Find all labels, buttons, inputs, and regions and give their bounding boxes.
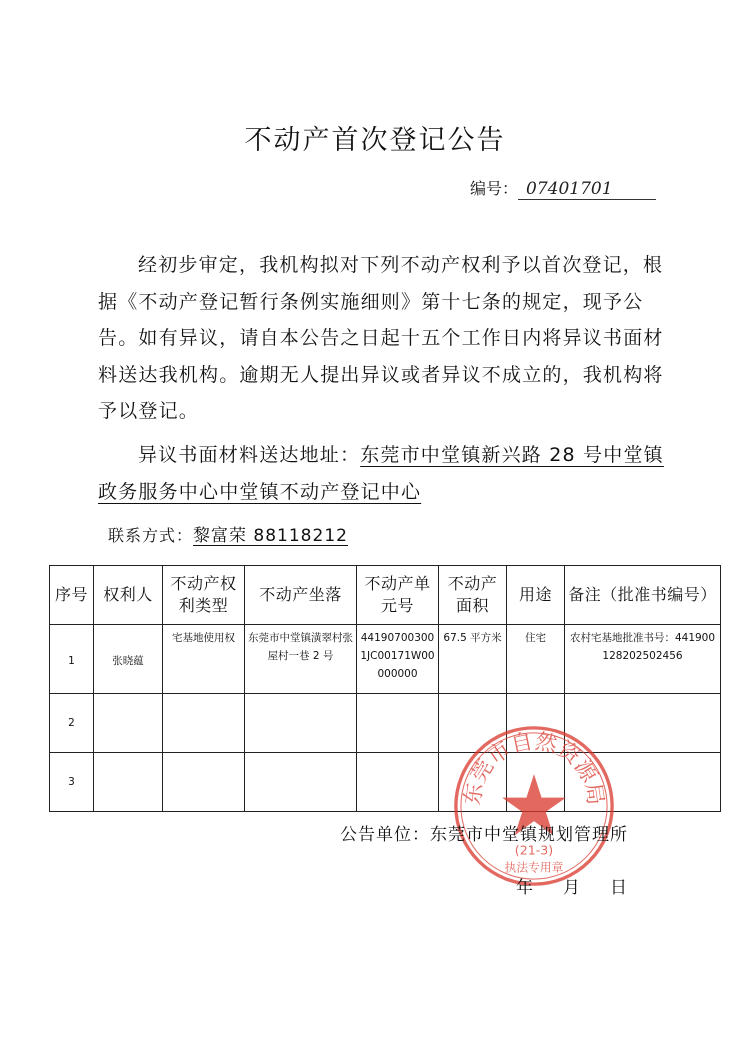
cell-area: 67.5 平方米 bbox=[439, 625, 507, 694]
table-header-row bbox=[50, 566, 721, 625]
cell-location: 东莞市中堂镇潢翠村张屋村一巷 2 号 bbox=[245, 625, 357, 694]
cell-right-type bbox=[163, 753, 245, 812]
col-header-use: 用途 bbox=[507, 566, 565, 625]
date-year: 年 bbox=[516, 878, 533, 898]
seal-arc-path-text: 东莞市自然资源局 bbox=[460, 729, 608, 807]
table-row bbox=[50, 625, 721, 694]
cell-index: 2 bbox=[50, 694, 94, 753]
address-label: 异议书面材料送达地址： bbox=[138, 444, 361, 466]
serial-label: 编号： bbox=[470, 179, 519, 198]
date-month: 月 bbox=[563, 878, 580, 898]
issuing-unit-label: 公告单位： bbox=[340, 825, 430, 845]
col-header-location: 不动产坐落 bbox=[245, 566, 357, 625]
address-value: 东莞市中堂镇新兴路 28 号中堂镇政务服务中心中堂镇不动产登记中心 bbox=[98, 444, 664, 503]
cell-holder bbox=[94, 694, 163, 753]
date-line bbox=[516, 873, 657, 898]
page-title: 不动产首次登记公告 bbox=[244, 125, 506, 156]
cell-index: 3 bbox=[50, 753, 94, 812]
cell-right-type bbox=[163, 694, 245, 753]
issuing-unit bbox=[340, 820, 628, 845]
official-seal bbox=[450, 722, 618, 890]
contact-label: 联系方式： bbox=[108, 526, 194, 545]
cell-location bbox=[245, 753, 357, 812]
table-row bbox=[50, 694, 721, 753]
intro-paragraph: 经初步审定，我机构拟对下列不动产权利予以首次登记，根据《不动产登记暂行条例实施细则》第十七条的规定，现予公告。如有异议，请自本公告之日起十五个工作日内将异议书面材料送达我机构。逾期无人提出异议或者异议不成立的，我机构将予以登记。 bbox=[98, 254, 664, 422]
col-header-index: 序号 bbox=[50, 566, 94, 625]
cell-unit-no: 441907003001JC00171W00000000 bbox=[357, 625, 439, 694]
date-day: 日 bbox=[610, 878, 627, 898]
col-header-remark: 备注（批准书编号） bbox=[565, 566, 721, 625]
cell-location bbox=[245, 694, 357, 753]
issuing-unit-name: 东莞市中堂镇规划管理所 bbox=[430, 825, 628, 845]
contact-value: 黎富荣 88118212 bbox=[193, 526, 348, 546]
col-header-area: 不动产面积 bbox=[439, 566, 507, 625]
cell-holder bbox=[94, 753, 163, 812]
col-header-unit-no: 不动产单元号 bbox=[357, 566, 439, 625]
cell-remark: 农村宅基地批准书号：441900128202502456 bbox=[565, 625, 721, 694]
col-header-right-type: 不动产权利类型 bbox=[163, 566, 245, 625]
registration-table bbox=[49, 565, 721, 812]
serial-value: 07401701 bbox=[518, 179, 656, 200]
cell-unit-no bbox=[357, 753, 439, 812]
table-row bbox=[50, 753, 721, 812]
address-paragraph bbox=[98, 437, 676, 510]
contact-line bbox=[108, 521, 348, 546]
cell-use: 住宅 bbox=[507, 625, 565, 694]
cell-right-type: 宅基地使用权 bbox=[163, 625, 245, 694]
seal-sub-text: 执法专用章 bbox=[504, 860, 564, 875]
serial-number bbox=[470, 176, 656, 200]
seal-code: (21-3) bbox=[514, 842, 554, 858]
cell-holder: 张晓蕴 bbox=[94, 625, 163, 694]
cell-unit-no bbox=[357, 694, 439, 753]
col-header-holder: 权利人 bbox=[94, 566, 163, 625]
cell-index: 1 bbox=[50, 625, 94, 694]
